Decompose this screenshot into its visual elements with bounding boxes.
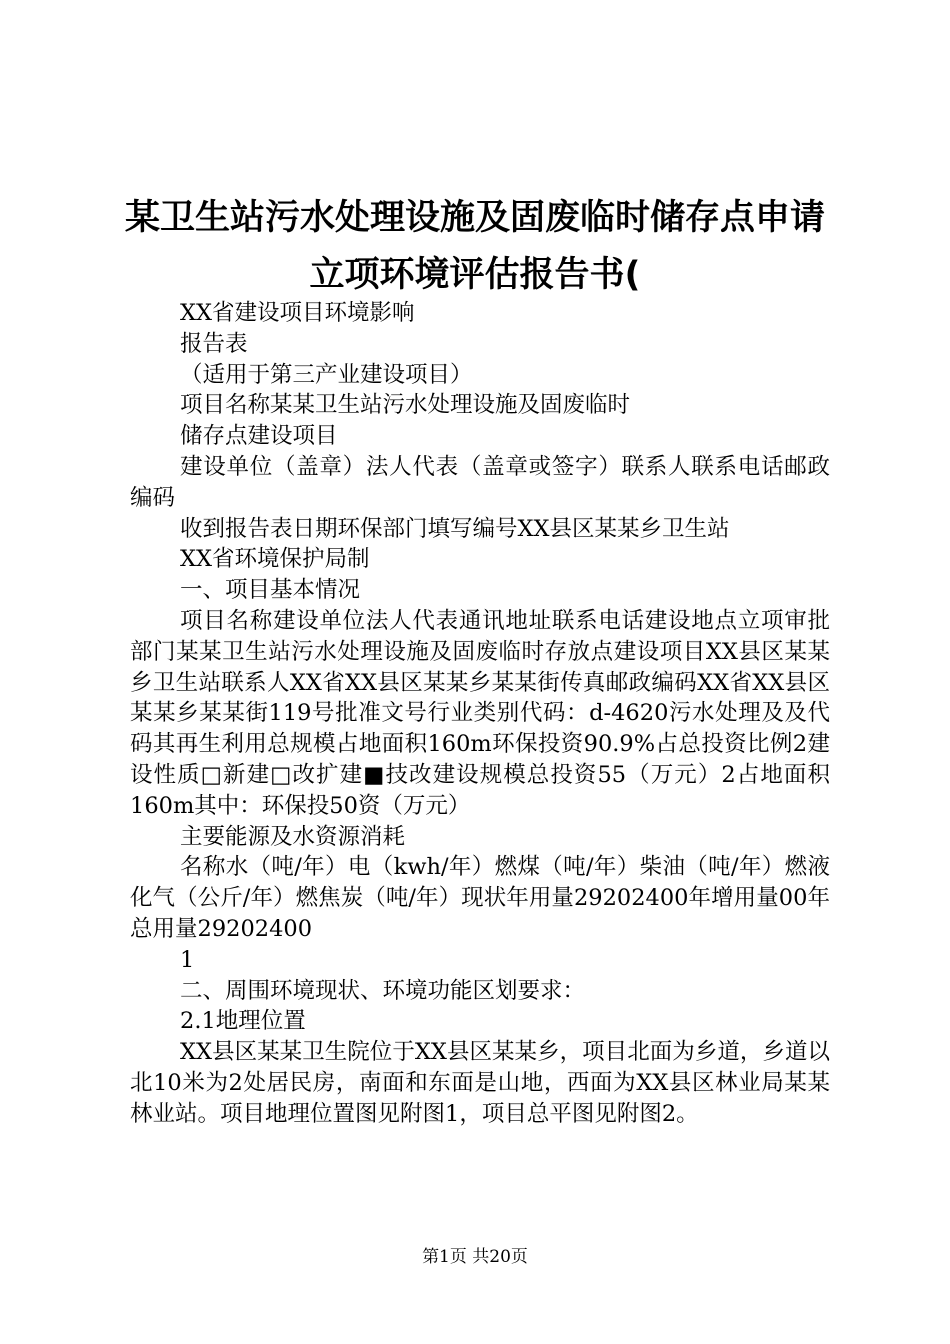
- document-body: [130, 298, 830, 1130]
- paragraph-province: XX省建设项目环境影响: [180, 300, 415, 326]
- paragraph-received-date: 收到报告表日期环保部门填写编号XX县区某某乡卫生站: [180, 515, 730, 542]
- section-heading-1: 一、项目基本情况: [180, 577, 361, 604]
- document-title-line-1: 某卫生站污水处理设施及固废临时储存点申请: [124, 198, 825, 238]
- subsection-heading-2-1: 2.1地理位置: [180, 1008, 306, 1035]
- paragraph-construction-unit: 建设单位（盖章）法人代表（盖章或签字）联系人联系电话邮政编码: [130, 453, 830, 511]
- section-heading-2: 二、周围环境现状、环境功能区划要求：: [180, 977, 586, 1004]
- paragraph-report-form: 报告表: [180, 330, 248, 357]
- paragraph-number: 1: [180, 946, 195, 973]
- paragraph-issuer: XX省环境保护局制: [180, 546, 370, 573]
- paragraph-project-name: 项目名称某某卫生站污水处理设施及固废临时: [180, 392, 631, 419]
- document-title-line-2: 立项环境评估报告书(: [309, 255, 641, 295]
- paragraph-energy-heading: 主要能源及水资源消耗: [180, 823, 406, 850]
- page-footer: 第1页 共20页: [422, 1247, 528, 1267]
- paragraph-location: XX县区某某卫生院位于XX县区某某乡，项目北面为乡道，乡道以北10米为2处居民房，南面和东面是山地，西面为XX县区林业局某某林业站。项目地理位置图见附图1，项目总平图见附图2。: [130, 1039, 830, 1127]
- paragraph-project-name-cont: 储存点建设项目: [180, 423, 338, 450]
- paragraph-energy-table: 名称水（吨/年）电（kwh/年）燃煤（吨/年）柴油（吨/年）燃液化气（公斤/年）燃焦炭（吨/年）现状年用量29202400年增用量00年总用量29202400: [130, 854, 830, 942]
- paragraph-basic-info: 项目名称建设单位法人代表通讯地址联系电话建设地点立项审批部门某某卫生站污水处理设施及固废临时存放点建设项目XX县区某某乡卫生站联系人XX省XX县区某某乡某某街传真邮政编码XX省XX县区某某乡某某街119号批准文号行业类别代码：d-4620污水处理及及代码其再生利用总规模占地面积160m环保投资90.9%占总投资比例2建设性质□新建□改扩建■技改建设规模总投资55（万元）2占地面积160m其中：环保投50资（万元）: [130, 607, 830, 819]
- paragraph-scope: （适用于第三产业建设项目）: [180, 361, 473, 388]
